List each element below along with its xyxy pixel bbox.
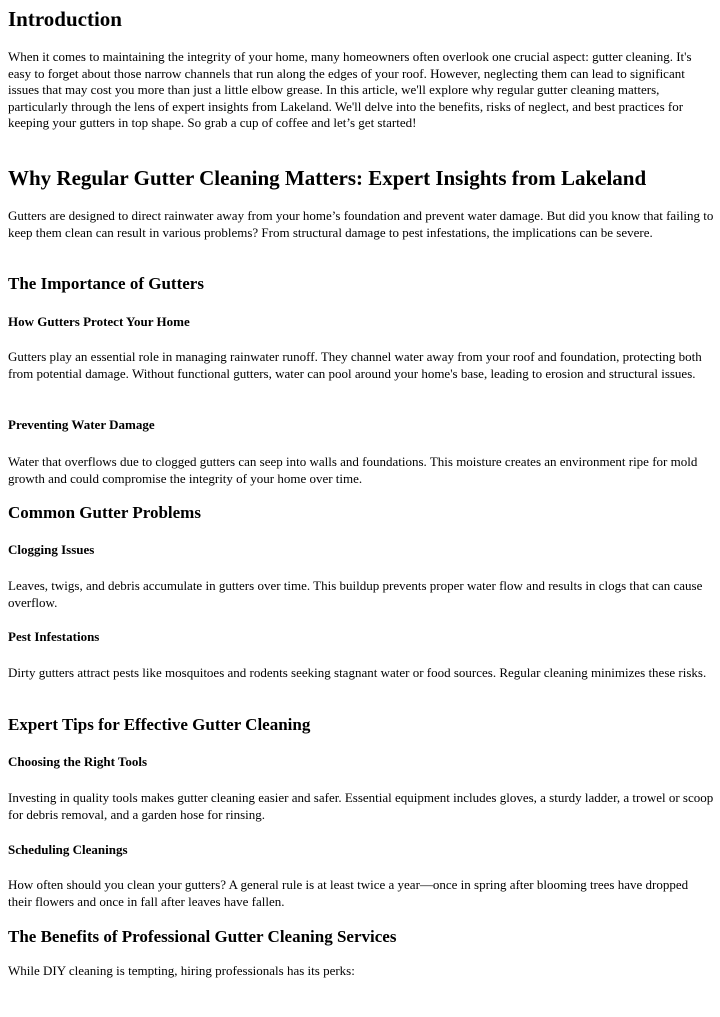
pest-heading: Pest Infestations: [8, 629, 100, 644]
tips-heading: Expert Tips for Effective Gutter Cleaning: [8, 715, 311, 734]
tools-heading: Choosing the Right Tools: [8, 754, 148, 769]
intro-paragraph: When it comes to maintaining the integrity of your home, many homeowners often overlook one crucial aspect: gutter cleaning. It's easy to forget about those narrow channels that run along the edges of your roof. However, neglecting them can lead to significant issues that may cost you more than just a little elbow grease. In this article, we'll explore why regular gutter cleaning matters, particularly through the lens of expert insights from Lakeland. We'll delve into the benefits, risks of neglect, and best practices for keeping your gutters in top shape. So grab a cup of coffee and let’s get started!: [8, 49, 692, 130]
benefits-heading: The Benefits of Professional Gutter Cleaning Services: [8, 927, 397, 946]
clog-heading: Clogging Issues: [8, 542, 95, 557]
schedule-heading: Scheduling Cleanings: [8, 842, 128, 857]
main-paragraph: Gutters are designed to direct rainwater away from your home’s foundation and prevent water damage. But did you know that failing to keep them clean can result in various problems? From structural damage to pest infestations, the implications can be severe.: [8, 208, 714, 240]
problems-heading: Common Gutter Problems: [8, 503, 201, 522]
pest-paragraph: Dirty gutters attract pests like mosquitoes and rodents seeking stagnant water or food sources. Regular cleaning minimizes these risks.: [8, 665, 707, 680]
protect-heading: How Gutters Protect Your Home: [8, 314, 190, 329]
water-paragraph: Water that overflows due to clogged gutters can seep into walls and foundations. This moisture creates an environment ripe for mold growth and could compromise the integrity of your home over time.: [8, 454, 698, 486]
intro-heading: Introduction: [8, 7, 122, 31]
schedule-paragraph: How often should you clean your gutters? A general rule is at least twice a year—once in spring after blooming trees have dropped their flowers and once in fall after leaves have fallen.: [8, 877, 689, 909]
water-heading: Preventing Water Damage: [8, 417, 155, 432]
benefits-paragraph: While DIY cleaning is tempting, hiring professionals has its perks:: [8, 963, 355, 978]
clog-paragraph: Leaves, twigs, and debris accumulate in gutters over time. This buildup prevents proper water flow and results in clogs that can cause overflow.: [8, 578, 703, 610]
main-heading: Why Regular Gutter Cleaning Matters: Expert Insights from Lakeland: [8, 166, 647, 190]
importance-heading: The Importance of Gutters: [8, 274, 204, 293]
tools-paragraph: Investing in quality tools makes gutter cleaning easier and safer. Essential equipment includes gloves, a sturdy ladder, a trowel or scoop for debris removal, and a garden hose for rinsing.: [8, 790, 714, 822]
protect-paragraph: Gutters play an essential role in managing rainwater runoff. They channel water away from your roof and foundation, protecting both from potential damage. Without functional gutters, water can pool around your home's base, leading to erosion and structural issues.: [8, 349, 702, 381]
